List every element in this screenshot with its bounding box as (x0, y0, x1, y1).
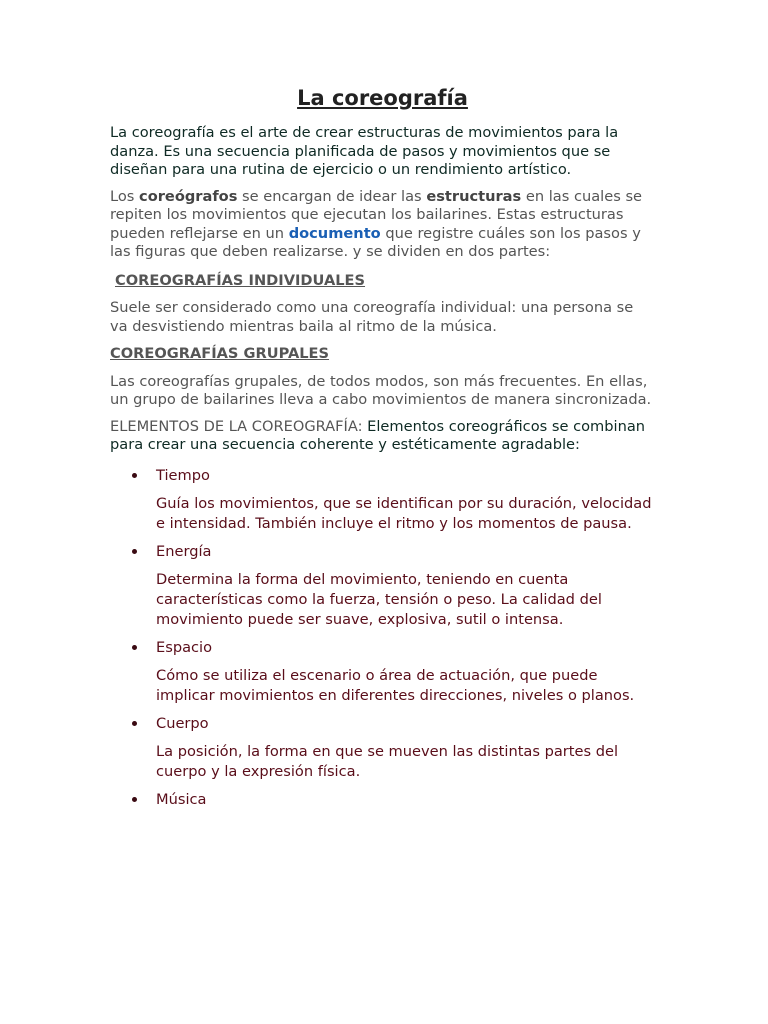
item-description: Cómo se utiliza el escenario o área de actuación, que puede implicar movimientos en diferentes direcciones, niveles o planos. (156, 666, 635, 704)
item-title: Música (156, 790, 207, 808)
text-segment: que registre cuáles son los pasos y las figuras que deben realizarse. y se dividen en dos partes: (110, 224, 641, 260)
heading-group: COREOGRAFÍAS GRUPALES (110, 345, 330, 362)
elements-rest: Elementos coreográficos se combinan para crear una secuencia coherente y estéticamente agradable: (110, 417, 646, 453)
item-title: Energía (156, 542, 212, 560)
item-title: Tiempo (156, 466, 210, 484)
page-title: La coreografía (297, 86, 468, 110)
list-item (110, 543, 655, 630)
elements-paragraph (110, 418, 655, 455)
list-item (110, 791, 655, 809)
elements-list (110, 467, 655, 809)
bullet-icon (132, 797, 137, 802)
item-description: La posición, la forma en que se mueven las distintas partes del cuerpo y la expresión física. (156, 742, 619, 780)
text-segment: en las cuales se repiten los movimientos que ejecutan los bailarines. Estas estructuras pueden reflejarse en un (110, 187, 643, 242)
text-segment: se encargan de idear las (237, 187, 427, 205)
document-page (110, 84, 655, 818)
heading-individual: COREOGRAFÍAS INDIVIDUALES (115, 271, 366, 289)
item-description: Guía los movimientos, que se identifican por su duración, velocidad e intensidad. También incluye el ritmo y los momentos de pausa. (156, 494, 652, 532)
item-title: Espacio (156, 638, 213, 656)
list-item (110, 715, 655, 782)
item-description: Determina la forma del movimiento, teniendo en cuenta características como la fuerza, tensión o peso. La calidad del movimiento puede ser suave, explosiva, sutil o intensa. (156, 570, 602, 628)
bullet-icon (132, 645, 137, 650)
text-segment: Los (110, 187, 140, 205)
document-link[interactable]: documento (288, 224, 381, 242)
individual-paragraph: Suele ser considerado como una coreografía individual: una persona se va desvistiendo mientras baila al ritmo de la música. (110, 299, 634, 335)
bold-term-choreographers: coreógrafos (139, 187, 238, 205)
list-item (110, 639, 655, 706)
elements-lead: ELEMENTOS DE LA COREOGRAFÍA: (110, 417, 368, 435)
list-item (110, 467, 655, 534)
choreographers-paragraph (110, 188, 655, 262)
group-paragraph: Las coreografías grupales, de todos modos, son más frecuentes. En ellas, un grupo de bailarines lleva a cabo movimientos de manera sincronizada. (110, 372, 652, 408)
bullet-icon (132, 721, 137, 726)
bullet-icon (132, 473, 137, 478)
bold-term-structures: estructuras (426, 187, 522, 205)
bullet-icon (132, 549, 137, 554)
intro-paragraph: La coreografía es el arte de crear estructuras de movimientos para la danza. Es una secuencia planificada de pasos y movimientos que se diseñan para una rutina de ejercicio o un rendimiento artístico. (110, 124, 619, 178)
item-title: Cuerpo (156, 714, 209, 732)
